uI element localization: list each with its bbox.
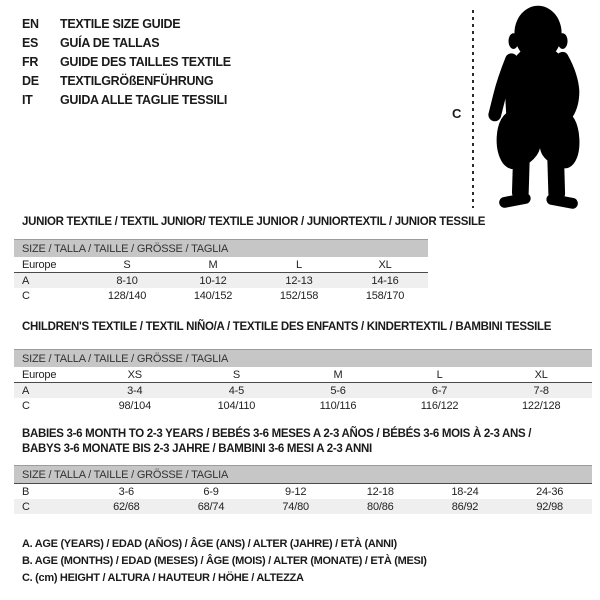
table-cell: 3-4 bbox=[84, 383, 186, 399]
table-cell: 104/110 bbox=[217, 399, 256, 412]
region-label: Europe bbox=[14, 367, 84, 383]
table-cell: 80/86 bbox=[338, 499, 423, 514]
table-row bbox=[14, 499, 592, 514]
table-cell: 8-10 bbox=[84, 273, 170, 289]
table-cell: 62/68 bbox=[84, 499, 169, 514]
height-dotted-line bbox=[472, 10, 474, 208]
row-label: C bbox=[22, 399, 30, 412]
size-col-header: L bbox=[256, 257, 342, 273]
table-cell: 122/128 bbox=[522, 399, 561, 412]
children-size-table bbox=[14, 349, 592, 413]
table-cell: 152/158 bbox=[279, 289, 319, 302]
table-row bbox=[14, 288, 428, 303]
table-row bbox=[14, 398, 592, 413]
babies-size-table bbox=[14, 465, 592, 514]
table-cell: 6-7 bbox=[389, 383, 491, 399]
table-cell: 12-18 bbox=[366, 485, 394, 498]
row-label: A bbox=[14, 383, 84, 399]
babies-title-line1: BABIES 3-6 MONTH TO 2-3 YEARS / BEBÉS 3-6 MESES A 2-3 AÑOS / BÉBÉS 3-6 MOIS À 2-3 ANS / bbox=[22, 428, 532, 440]
table-cell: 24-36 bbox=[536, 485, 564, 498]
table-cell: 7-8 bbox=[490, 383, 592, 399]
table-cell: 3-6 bbox=[118, 485, 134, 498]
table-cell: 4-5 bbox=[186, 383, 288, 399]
children-section-title: CHILDREN'S TEXTILE / TEXTIL NIÑO/A / TEXTILE DES ENFANTS / KINDERTEXTIL / BAMBINI TESSILE bbox=[22, 321, 552, 333]
lang-title: TEXTILE SIZE GUIDE bbox=[60, 17, 181, 31]
table-cell: 10-12 bbox=[170, 273, 256, 289]
lang-title: TEXTILGRÖßENFÜHRUNG bbox=[60, 74, 214, 88]
lang-row-de bbox=[22, 72, 231, 91]
size-header-bar: SIZE / TALLA / TAILLE / GRÖSSE / TAGLIA bbox=[14, 350, 592, 368]
junior-section-title: JUNIOR TEXTILE / TEXTIL JUNIOR/ TEXTILE JUNIOR / JUNIORTEXTIL / JUNIOR TESSILE bbox=[22, 216, 486, 228]
row-label: C bbox=[14, 499, 84, 514]
table-row bbox=[14, 484, 592, 500]
table-cell: 116/122 bbox=[420, 399, 459, 412]
row-label: A bbox=[14, 273, 84, 289]
size-col-header: XS bbox=[84, 367, 186, 383]
table-cell: 9-12 bbox=[285, 485, 307, 498]
size-col-header: L bbox=[389, 367, 491, 383]
size-col-header: S bbox=[84, 257, 170, 273]
table-cell: 74/80 bbox=[253, 499, 338, 514]
lang-title: GUÍA DE TALLAS bbox=[60, 36, 160, 50]
lang-title: GUIDE DES TAILLES TEXTILE bbox=[60, 55, 231, 69]
footnote-height-cm: C. (cm) HEIGHT / ALTURA / HAUTEUR / HÖHE / ALTEZZA bbox=[22, 572, 304, 584]
table-row bbox=[14, 367, 592, 383]
table-cell: 18-24 bbox=[451, 485, 479, 498]
size-col-header: M bbox=[170, 257, 256, 273]
lang-code: ES bbox=[22, 36, 39, 50]
lang-row-fr bbox=[22, 53, 231, 72]
table-cell: 110/116 bbox=[319, 399, 357, 412]
table-cell: 158/170 bbox=[365, 289, 405, 302]
junior-size-table bbox=[14, 239, 428, 303]
table-cell: 92/98 bbox=[507, 499, 592, 514]
babies-section-title bbox=[22, 427, 531, 457]
lang-row-es bbox=[22, 34, 231, 53]
table-cell: 12-13 bbox=[256, 273, 342, 289]
toddler-silhouette-icon bbox=[481, 2, 599, 214]
lang-row-en bbox=[22, 15, 231, 34]
size-header-bar: SIZE / TALLA / TAILLE / GRÖSSE / TAGLIA bbox=[14, 466, 592, 484]
table-cell: 86/92 bbox=[423, 499, 508, 514]
table-cell: 5-6 bbox=[287, 383, 389, 399]
table-cell: 98/104 bbox=[118, 399, 152, 412]
size-col-header: S bbox=[186, 367, 288, 383]
footnotes bbox=[22, 536, 427, 587]
footnote-age-years: A. AGE (YEARS) / EDAD (AÑOS) / ÂGE (ANS) / ALTER (JAHRE) / ETÀ (ANNI) bbox=[22, 538, 397, 550]
size-col-header: XL bbox=[490, 367, 592, 383]
table-cell: 140/152 bbox=[193, 289, 233, 302]
table-row bbox=[14, 257, 428, 273]
lang-code: IT bbox=[22, 93, 33, 107]
lang-row-it bbox=[22, 91, 231, 110]
region-label: Europe bbox=[14, 257, 84, 273]
row-label: B bbox=[22, 485, 30, 498]
table-cell: 68/74 bbox=[169, 499, 254, 514]
lang-title: GUIDA ALLE TAGLIE TESSILI bbox=[60, 93, 228, 107]
table-cell: 6-9 bbox=[203, 485, 219, 498]
lang-code: DE bbox=[22, 74, 39, 88]
height-marker-label: C bbox=[452, 106, 462, 121]
table-row bbox=[14, 383, 592, 399]
table-cell: 14-16 bbox=[342, 273, 428, 289]
row-label: C bbox=[22, 289, 30, 302]
lang-code: FR bbox=[22, 55, 39, 69]
table-cell: 128/140 bbox=[107, 289, 147, 302]
footnote-age-months: B. AGE (MONTHS) / EDAD (MESES) / ÂGE (MOIS) / ALTER (MONATE) / ETÀ (MESI) bbox=[22, 555, 427, 567]
size-header-bar: SIZE / TALLA / TAILLE / GRÖSSE / TAGLIA bbox=[14, 240, 428, 258]
babies-title-line2: BABYS 3-6 MONATE BIS 2-3 JAHRE / BAMBINI 3-6 MESI A 2-3 ANNI bbox=[22, 443, 372, 455]
table-row bbox=[14, 273, 428, 289]
language-legend bbox=[22, 15, 231, 110]
lang-code: EN bbox=[22, 17, 39, 31]
size-col-header: M bbox=[287, 367, 389, 383]
size-col-header: XL bbox=[342, 257, 428, 273]
